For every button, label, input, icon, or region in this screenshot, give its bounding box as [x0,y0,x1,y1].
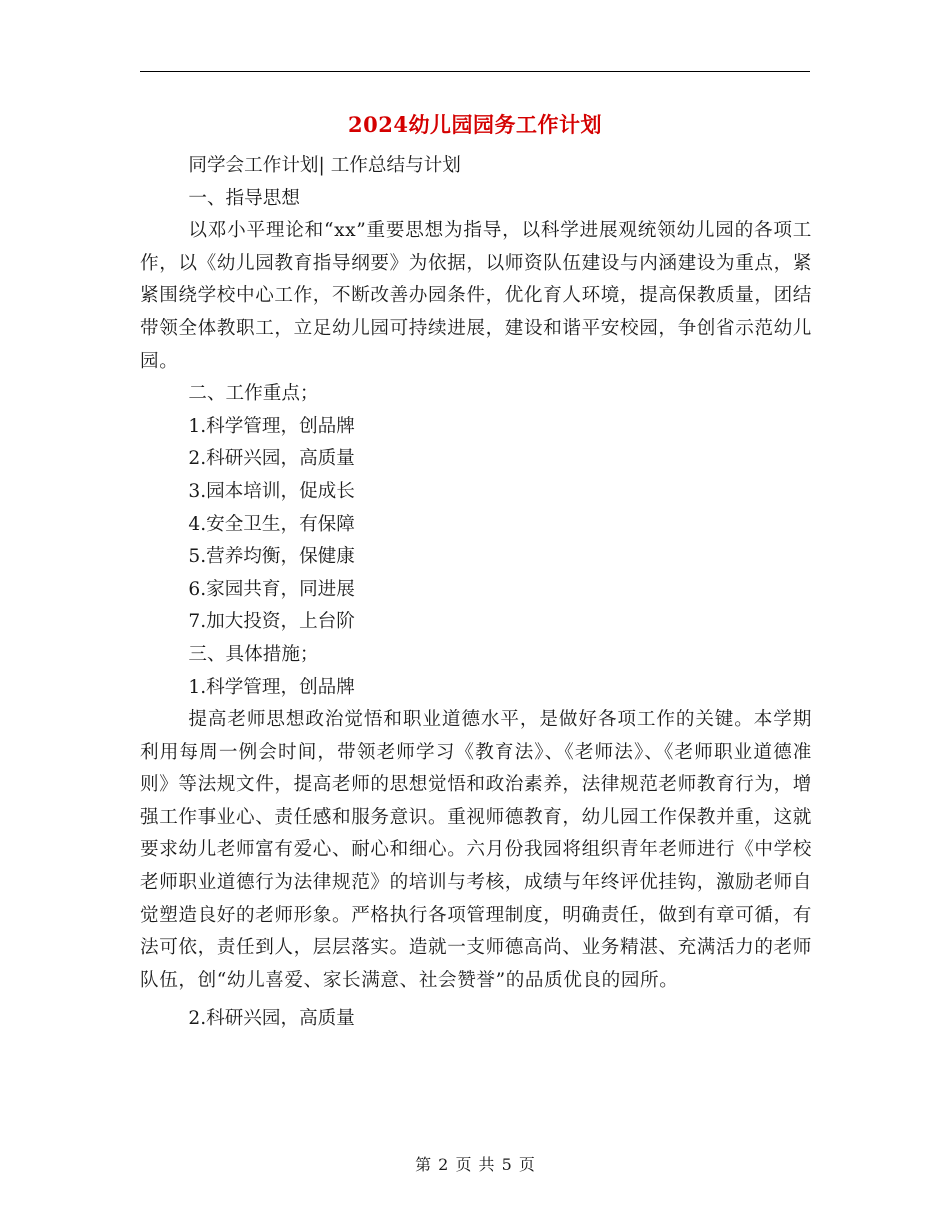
body-paragraph: 以邓小平理论和“xx”重要思想为指导，以科学进展观统领幼儿园的各项工作，以《幼儿园教育指导纲要》为依据，以师资队伍建设与内涵建设为重点，紧紧围绕学校中心工作，不断改善办园条件，优化育人环境，提高保教质量，团结带领全体教职工，立足幼儿园可持续进展，建设和谐平安校园，争创省示范幼儿园。 [140,220,812,372]
body-line: 三、具体措施； [188,643,319,665]
body-line: 4.安全卫生，有保障 [188,513,355,535]
document-body [140,150,812,1036]
body-line: 1.科学管理，创品牌 [188,676,355,698]
body-line: 5.营养均衡，保健康 [188,546,355,568]
document-title: 2024幼儿园园务工作计划 [348,112,602,137]
body-line: 2.科研兴园，高质量 [188,448,355,470]
body-line: 二、工作重点； [188,383,319,405]
body-line: 1.科学管理，创品牌 [188,415,355,437]
body-line: 一、指导思想 [188,187,300,209]
body-line: 7.加大投资，上台阶 [188,611,355,633]
body-line: 2.科研兴园，高质量 [188,1008,355,1030]
body-line: 同学会工作计划| 工作总结与计划 [188,155,461,176]
body-paragraph: 提高老师思想政治觉悟和职业道德水平，是做好各项工作的关键。本学期利用每周一例会时间，带领老师学习《教育法》、《老师法》、《老师职业道德准则》等法规文件，提高老师的思想觉悟和政治素养，法律规范老师教育行为，增强工作事业心、责任感和服务意识。重视师德教育，幼儿园工作保教并重，这就要求幼儿老师富有爱心、耐心和细心。六月份我园将组织青年老师进行《中学校老师职业道德行为法律规范》的培训与考核，成绩与年终评优挂钩，激励老师自觉塑造良好的老师形象。严格执行各项管理制度，明确责任，做到有章可循，有法可依，责任到人，层层落实。造就一支师德高尚、业务精湛、充满活力的老师队伍，创“幼儿喜爱、家长满意、社会赞誉”的品质优良的园所。 [140,709,812,991]
page-number-footer: 第 2 页 共 5 页 [415,1155,535,1174]
header-rule [140,71,810,72]
body-line: 6.家园共育，同进展 [188,578,355,600]
body-line: 3.园本培训，促成长 [188,480,355,502]
